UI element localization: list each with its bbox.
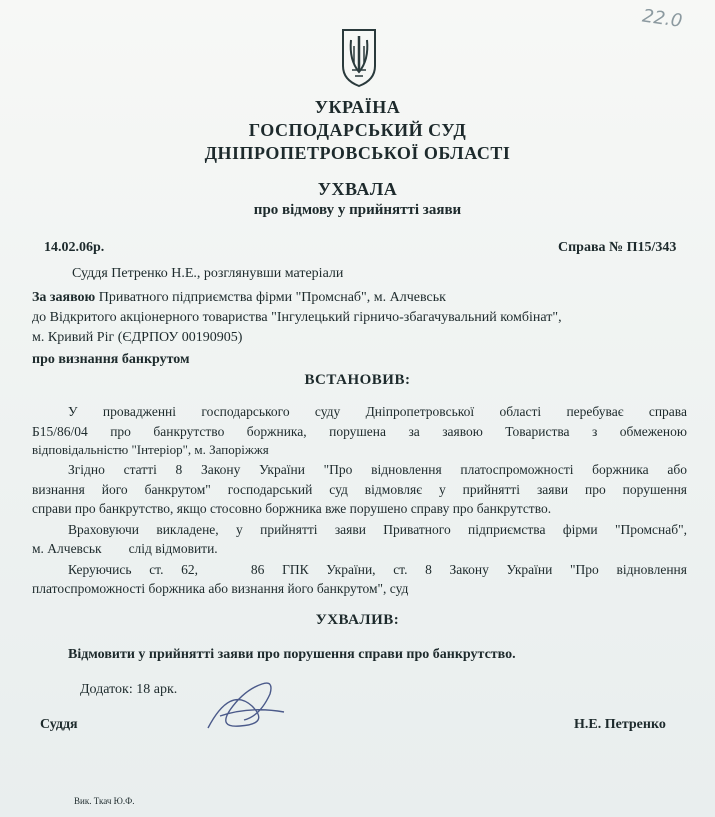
body-line-10: платоспроможності боржника або визнання його банкрутом", суд: [32, 581, 409, 596]
court-name-line1: ГОСПОДАРСЬКИЙ СУД: [248, 120, 467, 140]
applicant-label: За заявою: [32, 290, 96, 305]
document-title: УХВАЛА: [317, 179, 398, 199]
intro-debtor-line: до Відкритого акціонерного товариства "Інгулецький гірничо-збагачувальний комбінат",: [32, 310, 562, 325]
intro-subject: про визнання банкрутом: [32, 352, 190, 367]
intro-applicant-line: [32, 290, 446, 306]
judge-name: Н.Е. Петренко: [574, 717, 666, 732]
body-line-1: У провадженні господарського суду Дніпропетровської області перебуває справа: [68, 404, 687, 419]
case-number: Справа № П15/343: [558, 240, 677, 255]
body-line-6: справи про банкрутство, якщо стосовно боржника вже порушено справу про банкрутство.: [32, 501, 552, 516]
section-decided-title: УХВАЛИВ:: [315, 612, 400, 628]
court-name-line2: ДНІПРОПЕТРОВСЬКОЇ ОБЛАСТІ: [204, 143, 511, 163]
trident-emblem-icon: [340, 26, 378, 88]
svg-text:22.0: 22.0: [640, 6, 684, 32]
intro-judge-line: Суддя Петренко Н.Е., розглянувши матеріали: [72, 266, 344, 281]
body-line-3: відповідальністю "Інтеріор", м. Запоріжжя: [32, 442, 269, 457]
document-date: 14.02.06р.: [44, 240, 105, 255]
judge-signature: [200, 676, 290, 736]
body-line-4: Згідно статті 8 Закону України "Про відновлення платоспроможності боржника або: [68, 462, 687, 477]
body-line-7: Враховуючи викладене, у прийнятті заяви Приватного підприємства фірми "Промснаб",: [68, 522, 687, 537]
document-subtitle: про відмову у прийнятті заяви: [253, 202, 462, 218]
country-heading: УКРАЇНА: [314, 97, 401, 117]
body-line-9: Керуючись ст. 62, 86 ГПК України, ст. 8 Закону України "Про відновлення: [68, 562, 687, 577]
attachment-note: Додаток: 18 арк.: [80, 682, 178, 697]
decision-text: Відмовити у прийнятті заяви про порушення справи про банкрутство.: [68, 647, 516, 662]
judge-label: Суддя: [40, 717, 78, 732]
intro-debtor-city: м. Кривий Ріг (ЄДРПОУ 00190905): [32, 330, 243, 345]
handwritten-mark: [640, 6, 710, 36]
body-line-8: м. Алчевськ слід відмовити.: [32, 541, 218, 556]
body-line-5: визнання його банкрутом" господарський суд відмовляє у прийнятті заяви про порушення: [32, 482, 687, 497]
body-line-2: Б15/86/04 про банкрутство боржника, порушена за заявою Товариства з обмеженою: [32, 424, 687, 439]
applicant-text: Приватного підприємства фірми "Промснаб", м. Алчевськ: [98, 290, 446, 305]
section-established-title: ВСТАНОВИВ:: [304, 372, 411, 388]
executor-note: Вик. Ткач Ю.Ф.: [74, 796, 135, 806]
